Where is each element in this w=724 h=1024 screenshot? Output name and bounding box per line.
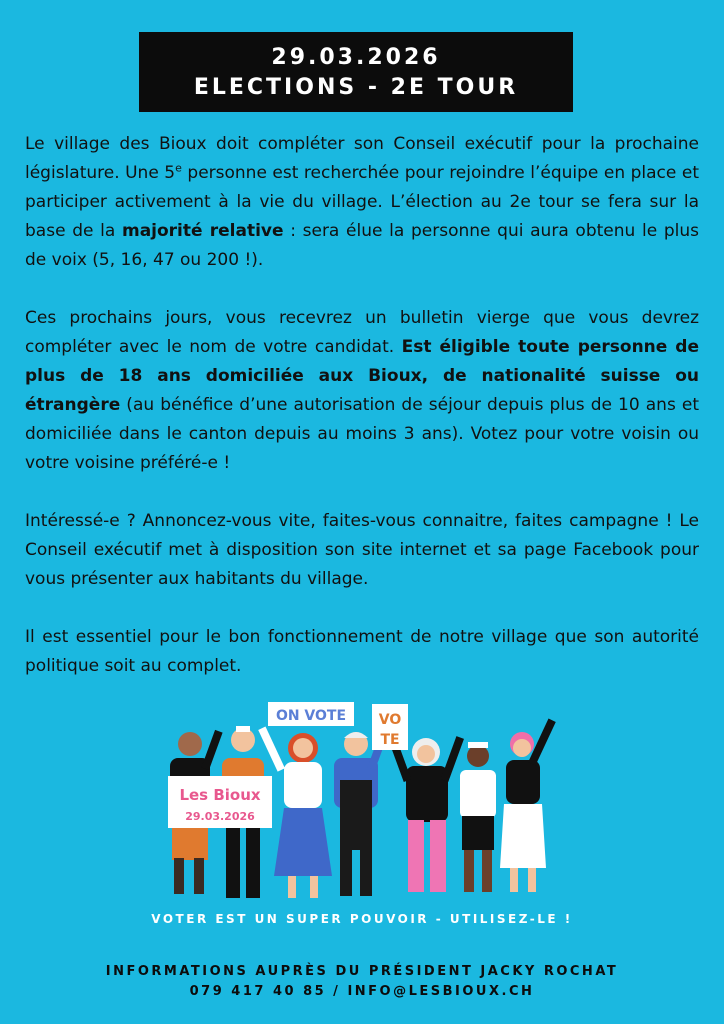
paragraph-2: Ces prochains jours, vous recevrez un bulletin vierge que vous devrez compléter avec le nom de votre candidat. Est éligible toute personne de plus de 18 ans domiciliée aux Bioux, de nationalité suisse ou étrangère (au bénéfice d’une autorisation de séjour depuis plus de 10 ans et domiciliée dans le canton depuis au moins 3 ans). Votez pour votre voisin ou votre voisine préféré-e !: [25, 308, 699, 473]
svg-text:ON VOTE: ON VOTE: [275, 708, 347, 724]
svg-text:VO: VO: [378, 712, 402, 728]
voter-figure: [388, 736, 464, 892]
body-text: [25, 130, 699, 710]
svg-text:TE: TE: [380, 732, 400, 748]
footer-contact-name: INFORMATIONS AUPRÈS DU PRÉSIDENT JACKY ROCHAT: [105, 964, 619, 979]
election-date: 29.03.2026: [271, 45, 441, 70]
voters-illustration: [160, 700, 560, 910]
vote-sign: [372, 704, 408, 750]
header-banner: [139, 32, 573, 112]
village-sign: [168, 776, 272, 828]
on-vote-sign: [268, 702, 354, 726]
slogan: VOTER EST UN SUPER POUVOIR - UTILISEZ-LE !: [151, 912, 573, 926]
paragraph-1: Le village des Bioux doit compléter son Conseil exécutif pour la prochaine législature. Une 5e personne est recherchée pour rejoindre l’équipe en place et participer activement à la vie du village. L’élection au 2e tour se fera sur la base de la majorité relative : sera élue la personne qui aura obtenu le plus de voix (5, 16, 47 ou 200 !).: [25, 134, 699, 270]
footer: [0, 962, 724, 1002]
voter-figure: [460, 742, 496, 892]
paragraph-3: Intéressé-e ? Annoncez-vous vite, faites-vous connaitre, faites campagne ! Le Conseil exécutif met à disposition son site internet et sa page Facebook pour vous présenter aux habitants du village.: [25, 511, 699, 589]
svg-text:29.03.2026: 29.03.2026: [185, 810, 255, 823]
paragraph-4: Il est essentiel pour le bon fonctionnement de notre village que son autorité politique soit au complet.: [25, 627, 699, 676]
election-title: ELECTIONS - 2E TOUR: [193, 75, 519, 100]
voter-figure: [334, 730, 389, 896]
footer-contact-details: 079 417 40 85 / INFO@LESBIOUX.CH: [189, 984, 535, 999]
voter-figure: [500, 719, 556, 892]
svg-text:Les Bioux: Les Bioux: [179, 786, 261, 804]
